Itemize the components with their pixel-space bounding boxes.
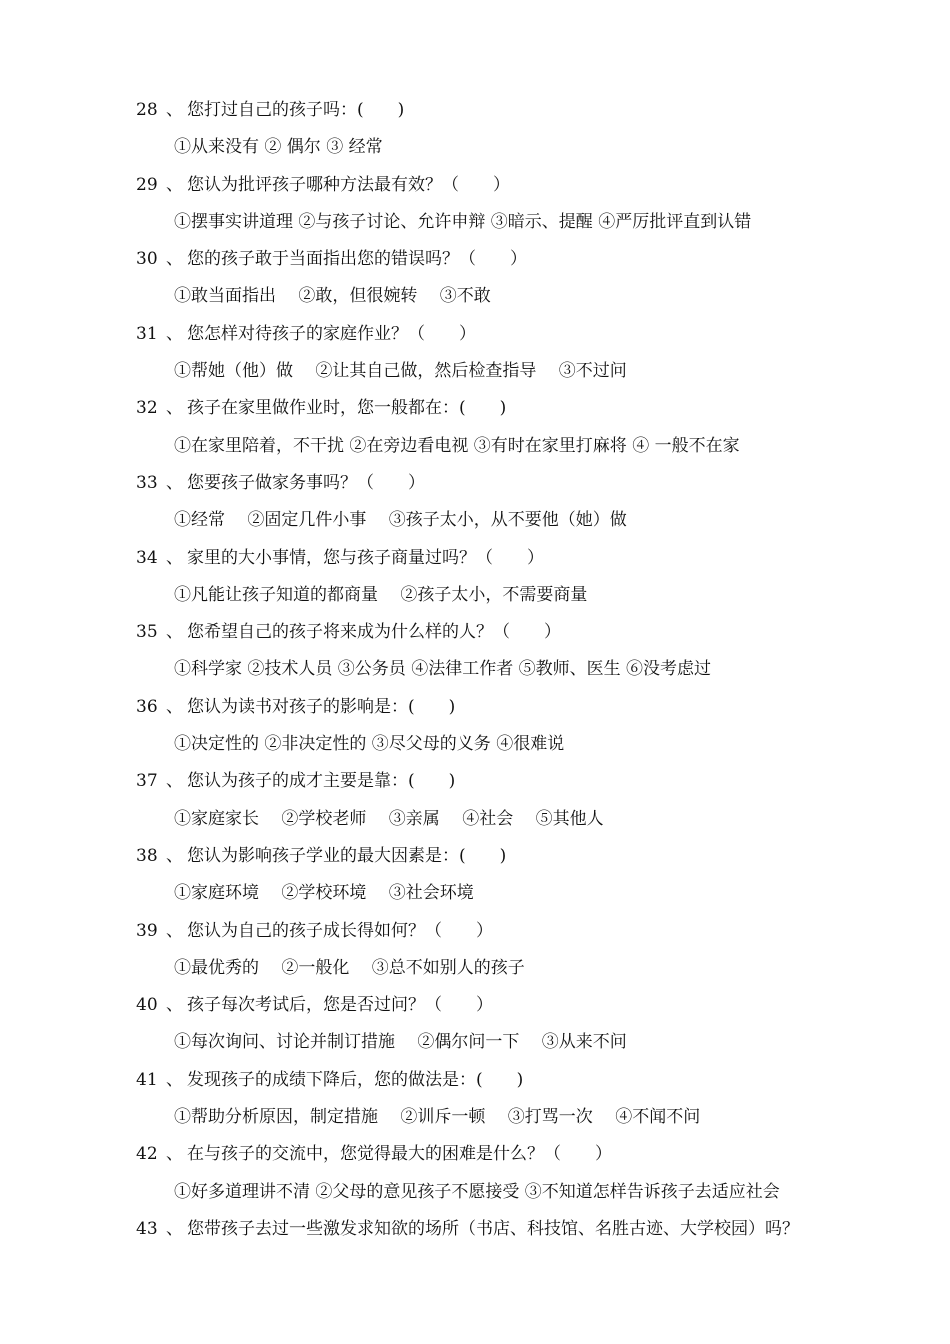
- question-number: 32: [136, 398, 158, 419]
- question-number: 35: [136, 622, 158, 643]
- question-41: [136, 1062, 926, 1099]
- question-separator: 、: [166, 100, 183, 120]
- question-separator: 、: [166, 1144, 183, 1165]
- question-31-options: ①帮她（他）做 ②让其自己做，然后检查指导 ③不过问: [174, 361, 627, 382]
- question-32: [136, 390, 926, 427]
- question-text: 您带孩子去过一些激发求知欲的场所（书店、科技馆、名胜古迹、大学校园）吗？: [187, 1218, 799, 1239]
- question-number: 42: [136, 1144, 158, 1165]
- question-number: 31: [136, 323, 158, 344]
- question-separator: 、: [166, 622, 183, 643]
- question-40-options: ①每次询问、讨论并制订措施 ②偶尔问一下 ③从来不问: [174, 1032, 627, 1053]
- question-number: 40: [136, 995, 158, 1016]
- question-28-options: ①从来没有 ② 偶尔 ③ 经常: [174, 137, 383, 158]
- question-separator: 、: [166, 1069, 183, 1090]
- question-41-options: ①帮助分析原因，制定措施 ②训斥一顿 ③打骂一次 ④不闻不问: [174, 1107, 701, 1128]
- question-number: 43: [136, 1218, 158, 1239]
- question-34-options: ①凡能让孩子知道的都商量 ②孩子太小，不需要商量: [174, 584, 588, 605]
- question-43: [136, 1211, 926, 1248]
- question-text: 您怎样对待孩子的家庭作业？（ ）: [187, 323, 476, 344]
- question-separator: 、: [166, 771, 183, 792]
- question-39-options: ①最优秀的 ②一般化 ③总不如别人的孩子: [174, 957, 525, 978]
- question-30-options: ①敢当面指出 ②敢，但很婉转 ③不敢: [174, 286, 491, 307]
- question-number: 39: [136, 920, 158, 941]
- question-number: 33: [136, 472, 158, 493]
- question-number: 30: [136, 249, 158, 270]
- question-34: [136, 540, 926, 577]
- question-number: 41: [136, 1069, 158, 1090]
- question-text: 您希望自己的孩子将来成为什么样的人？（ ）: [187, 622, 561, 643]
- question-text: 您认为自己的孩子成长得如何？（ ）: [187, 920, 493, 941]
- question-text: 您认为读书对孩子的影响是：( ): [187, 696, 456, 717]
- question-separator: 、: [166, 323, 183, 344]
- question-text: 您认为影响孩子学业的最大因素是：( ): [187, 845, 507, 866]
- question-29-options: ①摆事实讲道理 ②与孩子讨论、允许申辩 ③暗示、提醒 ④严厉批评直到认错: [174, 211, 752, 232]
- question-separator: 、: [166, 398, 183, 419]
- question-number: 34: [136, 547, 158, 568]
- question-42-options: ①好多道理讲不清 ②父母的意见孩子不愿接受 ③不知道怎样告诉孩子去适应社会: [174, 1181, 780, 1202]
- question-separator: 、: [166, 1218, 183, 1239]
- question-37: [136, 763, 926, 800]
- question-text: 孩子每次考试后，您是否过问？（ ）: [187, 995, 493, 1016]
- question-number: 28: [136, 100, 158, 120]
- question-separator: 、: [166, 174, 183, 195]
- question-42: [136, 1136, 926, 1173]
- question-text: 发现孩子的成绩下降后，您的做法是：( ): [187, 1069, 524, 1090]
- question-separator: 、: [166, 845, 183, 866]
- question-number: 29: [136, 174, 158, 195]
- question-separator: 、: [166, 472, 183, 493]
- question-36-options: ①决定性的 ②非决定性的 ③尽父母的义务 ④很难说: [174, 734, 565, 755]
- question-separator: 、: [166, 696, 183, 717]
- question-list: [136, 92, 926, 1248]
- question-text: 您的孩子敢于当面指出您的错误吗？（ ）: [187, 249, 527, 270]
- question-32-options: ①在家里陪着，不干扰 ②在旁边看电视 ③有时在家里打麻将 ④ 一般不在家: [174, 435, 740, 456]
- question-28: [136, 92, 926, 129]
- question-text: 家里的大小事情，您与孩子商量过吗？（ ）: [187, 547, 544, 568]
- question-31: [136, 316, 926, 353]
- question-35: [136, 614, 926, 651]
- question-38-options: ①家庭环境 ②学校环境 ③社会环境: [174, 883, 474, 904]
- question-text: 您认为批评孩子哪种方法最有效？（ ）: [187, 174, 510, 195]
- question-30: [136, 241, 926, 278]
- question-38: [136, 838, 926, 875]
- question-33-options: ①经常 ②固定几件小事 ③孩子太小，从不要他（她）做: [174, 510, 627, 531]
- question-number: 37: [136, 771, 158, 792]
- question-39: [136, 913, 926, 950]
- question-number: 36: [136, 696, 158, 717]
- question-36: [136, 689, 926, 726]
- question-number: 38: [136, 845, 158, 866]
- question-text: 孩子在家里做作业时，您一般都在：( ): [187, 398, 507, 419]
- question-separator: 、: [166, 249, 183, 270]
- question-text: 在与孩子的交流中，您觉得最大的困难是什么？（ ）: [187, 1144, 612, 1165]
- question-separator: 、: [166, 995, 183, 1016]
- question-37-options: ①家庭家长 ②学校老师 ③亲属 ④社会 ⑤其他人: [174, 808, 604, 829]
- question-separator: 、: [166, 920, 183, 941]
- question-text: 您打过自己的孩子吗：( ): [187, 100, 405, 120]
- question-text: 您认为孩子的成才主要是靠：( ): [187, 771, 456, 792]
- question-separator: 、: [166, 547, 183, 568]
- question-40: [136, 987, 926, 1024]
- question-text: 您要孩子做家务事吗？（ ）: [187, 472, 425, 493]
- question-35-options: ①科学家 ②技术人员 ③公务员 ④法律工作者 ⑤教师、医生 ⑥没考虑过: [174, 659, 712, 680]
- question-33: [136, 465, 926, 502]
- question-29: [136, 167, 926, 204]
